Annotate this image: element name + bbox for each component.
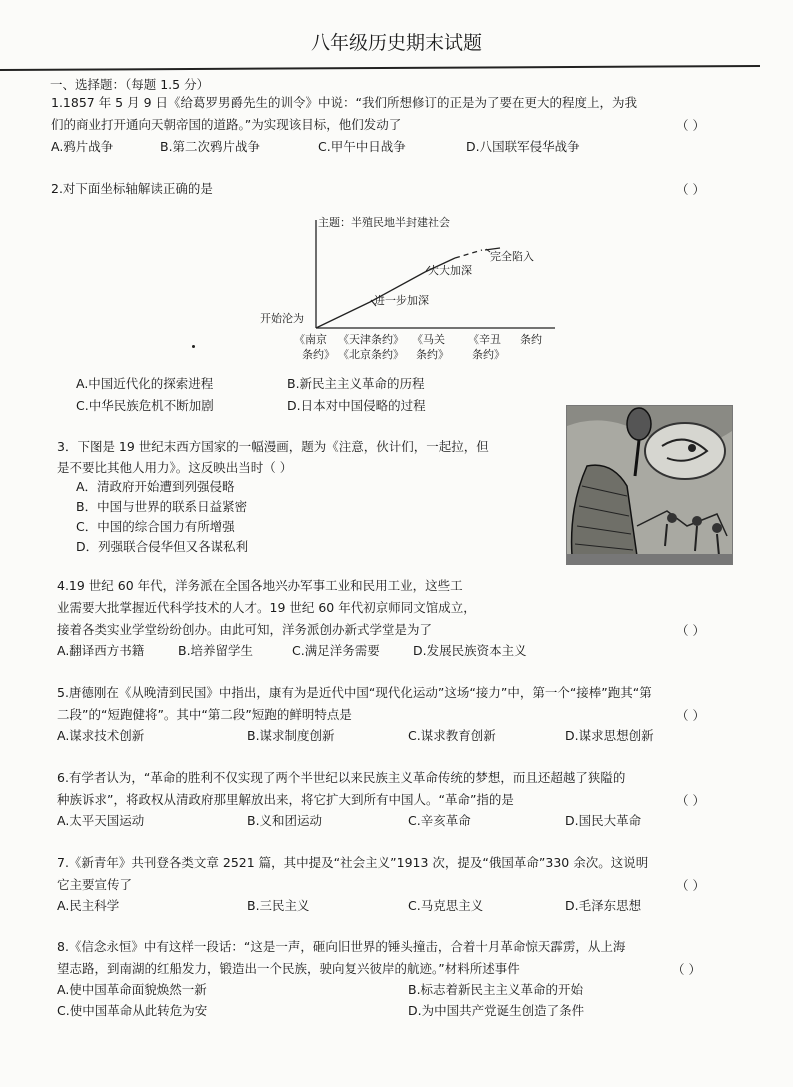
q8-option-c: C.使中国革命从此转危为安: [57, 1003, 208, 1018]
q2-option-a: A.中国近代化的探索进程: [76, 376, 214, 391]
q2-option-c: C.中华民族危机不断加剧: [76, 398, 214, 413]
label-step3: 大大加深: [428, 264, 472, 277]
page-title: 八年级历史期末试题: [310, 32, 482, 54]
x-label-3a: 《马关: [412, 333, 445, 346]
q7-answer-paren: （ ）: [676, 878, 705, 893]
q6-answer-paren: （ ）: [676, 793, 705, 808]
q5-stem-line2: 二段”的“短跑健将”。其中“第二段”短跑的鲜明特点是: [57, 707, 352, 722]
q5-stem-line1: 5.唐德刚在《从晚清到民国》中指出，康有为是近代中国“现代化运动”这场“接力”中，第一个“接棒”跑其“第: [57, 685, 652, 700]
q1-option-a: A.鸦片战争: [51, 139, 114, 154]
label-step4: 完全陷入: [490, 250, 534, 263]
q4-option-a: A.翻译西方书籍: [57, 643, 145, 658]
x-label-4a: 《辛丑: [468, 333, 501, 346]
q5-answer-paren: （ ）: [676, 708, 705, 723]
q7-stem-line2: 它主要宣传了: [57, 877, 133, 892]
q3-stem-line2: 是不要比其他人用力》。这反映出当时（ ）: [57, 460, 293, 475]
scan-dot: [192, 345, 195, 348]
q6-option-b: B.义和团运动: [247, 813, 323, 828]
q5-option-a: A.谋求技术创新: [57, 728, 145, 743]
q2-answer-paren: （ ）: [676, 182, 705, 197]
q5-option-b: B.谋求制度创新: [247, 728, 335, 743]
q1-option-b: B.第二次鸦片战争: [160, 139, 261, 154]
q8-stem-line1: 8.《信念永恒》中有这样一段话：“这是一声，砸向旧世界的锤头撞击，合着十月革命惊天霹雳，从上海: [57, 939, 626, 954]
q1-option-c: C.甲午中日战争: [318, 139, 406, 154]
q1-option-d: D.八国联军侵华战争: [466, 139, 580, 154]
q4-stem-line1: 4.19 世纪 60 年代，洋务派在全国各地兴办军事工业和民用工业，这些工: [57, 578, 463, 593]
q8-stem-line2: 望志路，到南湖的红船发力，锻造出一个民族，驶向复兴彼岸的航迹。”材料所述事件: [57, 961, 520, 976]
q8-option-d: D.为中国共产党诞生创造了条件: [408, 1003, 585, 1018]
x-label-3b: 条约》: [416, 348, 449, 361]
label-step2: 进一步加深: [374, 294, 429, 307]
q6-option-d: D.国民大革命: [565, 813, 642, 828]
q3-option-c: C．中国的综合国力有所增强: [76, 519, 235, 534]
section-heading: 一、选择题：（每题 1.5 分）: [50, 77, 210, 92]
x-label-5: 条约: [520, 333, 542, 346]
q6-stem-line1: 6.有学者认为，“革命的胜利不仅实现了两个半世纪以来民族主义革命传统的梦想，而且还超越了狭隘的: [57, 770, 626, 785]
q4-option-c: C.满足洋务需要: [292, 643, 380, 658]
q7-option-a: A.民主科学: [57, 898, 120, 913]
q5-option-d: D.谋求思想创新: [565, 728, 654, 743]
q6-stem-line2: 种族诉求”，将政权从清政府那里解放出来，将它扩大到所有中国人。“革命”指的是: [57, 792, 514, 807]
q8-answer-paren: （ ）: [672, 962, 701, 977]
x-label-1b: 条约》: [302, 348, 335, 361]
q3-option-d: D．列强联合侵华但又各谋私利: [76, 539, 249, 554]
q5-option-c: C.谋求教育创新: [408, 728, 496, 743]
title-rule: [0, 65, 760, 71]
q3-option-a: A．清政府开始遭到列强侵略: [76, 479, 235, 494]
q2-stem: 2.对下面坐标轴解读正确的是: [51, 181, 213, 196]
q4-answer-paren: （ ）: [676, 623, 705, 638]
q7-option-d: D.毛泽东思想: [565, 898, 642, 913]
diagram-theme: 主题：半殖民地半封建社会: [318, 216, 450, 229]
trend-line-dashed: [455, 250, 482, 258]
q6-option-a: A.太平天国运动: [57, 813, 145, 828]
cartoon-illustration: [567, 406, 732, 564]
label-start: 开始沦为: [260, 312, 304, 325]
q2-option-b: B.新民主主义革命的历程: [287, 376, 425, 391]
x-label-1a: 《南京: [294, 333, 327, 346]
q1-answer-paren: （ ）: [676, 118, 705, 133]
q2-option-d: D.日本对中国侵略的过程: [287, 398, 426, 413]
q8-option-b: B.标志着新民主主义革命的开始: [408, 982, 584, 997]
q4-stem-line2: 业需要大批掌握近代科学技术的人才。19 世纪 60 年代初京师同文馆成立，: [57, 600, 476, 615]
x-label-4b: 条约》: [472, 348, 505, 361]
q7-stem-line1: 7.《新青年》共刊登各类文章 2521 篇，其中提及“社会主义”1913 次，提及“俄国革命”330 余次。这说明: [57, 855, 649, 870]
q7-option-c: C.马克思主义: [408, 898, 484, 913]
q3-cartoon-image: [566, 405, 733, 565]
q3-option-b: B．中国与世界的联系日益紧密: [76, 499, 248, 514]
x-label-2b: 《北京条约》: [338, 348, 404, 361]
q4-option-d: D.发展民族资本主义: [413, 643, 527, 658]
q1-stem-line1: 1.1857 年 5 月 9 日《给葛罗男爵先生的训令》中说：“我们所想修订的正是为了要在更大的程度上，为我: [51, 95, 637, 110]
q3-stem-line1: 3．下图是 19 世纪末西方国家的一幅漫画，题为《注意，伙计们，一起拉，但: [57, 439, 489, 454]
q4-stem-line3: 接着各类实业学堂纷纷创办。由此可知，洋务派创办新式学堂是为了: [57, 622, 433, 637]
q4-option-b: B.培养留学生: [178, 643, 254, 658]
q1-stem-line2: 们的商业打开通向天朝帝国的道路。”为实现该目标，他们发动了: [51, 117, 402, 132]
q6-option-c: C.辛亥革命: [408, 813, 471, 828]
x-label-2a: 《天津条约》: [338, 333, 404, 346]
q2-timeline-diagram: [250, 210, 570, 365]
q7-option-b: B.三民主义: [247, 898, 310, 913]
q8-option-a: A.使中国革命面貌焕然一新: [57, 982, 207, 997]
